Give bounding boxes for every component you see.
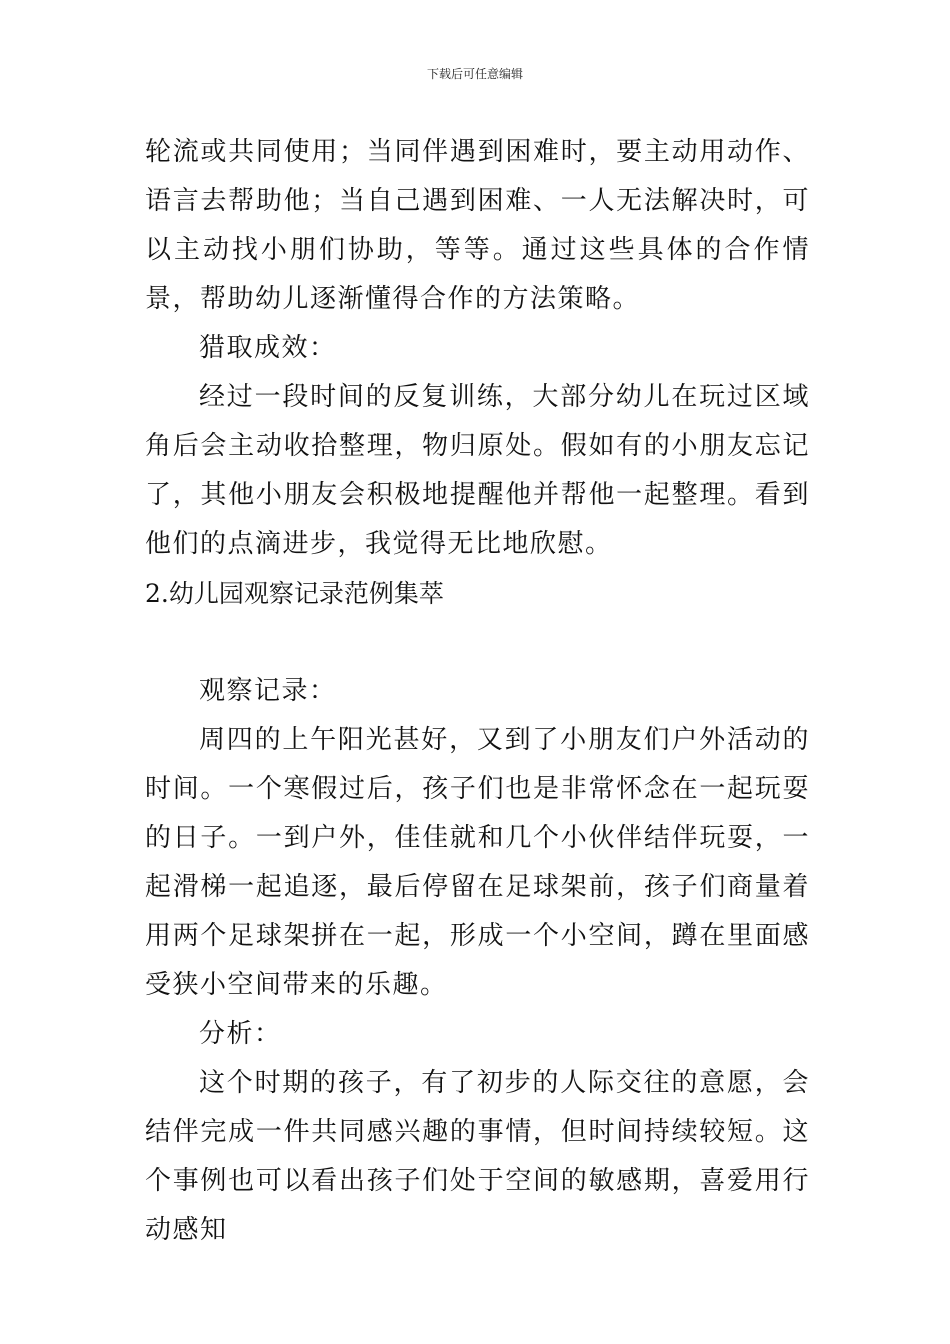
blank-line <box>145 618 810 667</box>
paragraph-cooperation-methods: 轮流或共同使用；当同伴遇到困难时，要主动用动作、语言去帮助他；当自己遇到困难、一人无法解决时，可以主动找小朋们协助，等等。通过这些具体的合作情景，帮助幼儿逐渐懂得合作的方法策略。 <box>145 137 810 314</box>
paragraph-observation: 周四的上午阳光甚好，又到了小朋友们户外活动的时间。一个寒假过后，孩子们也是非常怀念在一起玩耍的日子。一到户外，佳佳就和几个小伙伴结伴玩耍，一起滑梯一起追逐，最后停留在足球架前，孩子们商量着用两个足球架拼在一起，形成一个小空间，蹲在里面感受狭小空间带来的乐趣。 <box>145 725 810 1000</box>
section-title: 2.幼儿园观察记录范例集萃 <box>145 579 444 608</box>
label-results: 猎取成效： <box>199 333 337 363</box>
paragraph-results: 经过一段时间的反复训练，大部分幼儿在玩过区域角后会主动收拾整理，物归原处。假如有的小朋友忘记了，其他小朋友会积极地提醒他并帮他一起整理。看到他们的点滴进步，我觉得无比地欣慰。 <box>145 382 810 559</box>
page-header: 下载后可任意编辑 <box>426 67 523 81</box>
document-body <box>145 128 810 1255</box>
label-observation: 观察记录： <box>199 676 337 706</box>
label-analysis: 分析： <box>199 1019 282 1049</box>
paragraph-analysis: 这个时期的孩子，有了初步的人际交往的意愿，会结伴完成一件共同感兴趣的事情，但时间持续较短。这个事例也可以看出孩子们处于空间的敏感期，喜爱用行动感知 <box>145 1068 810 1245</box>
